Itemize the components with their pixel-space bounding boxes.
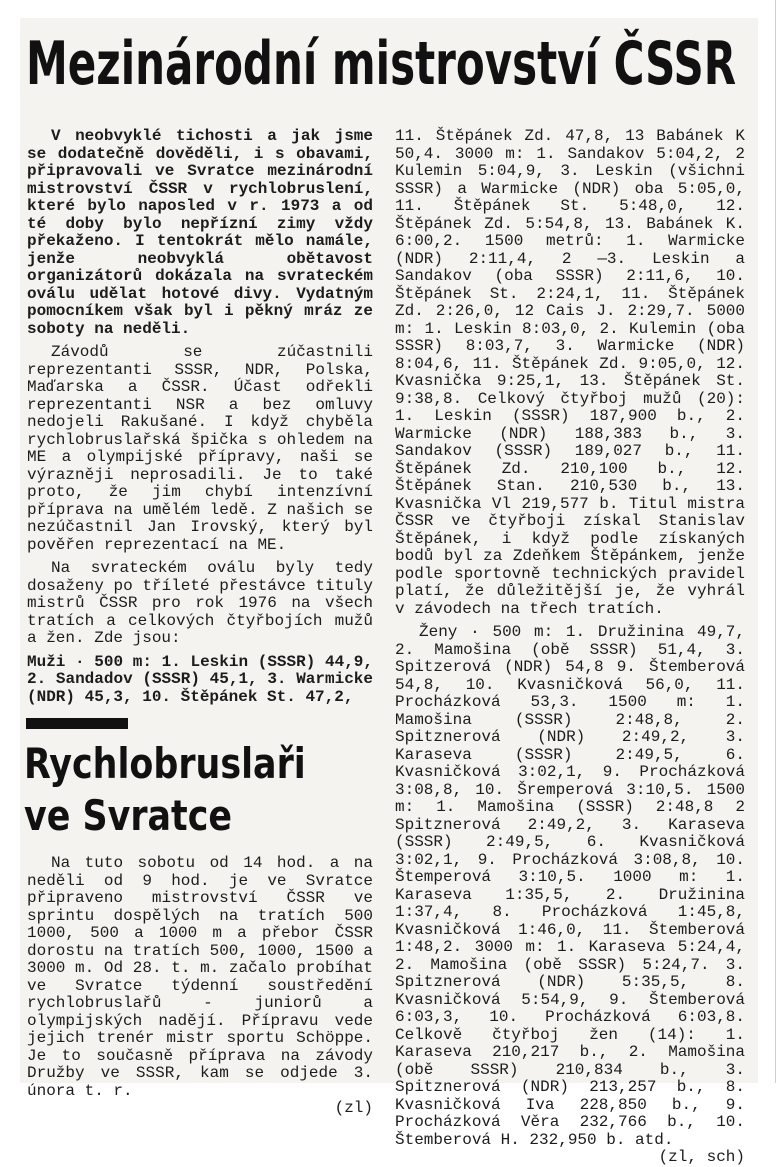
section-divider-bar <box>26 718 128 729</box>
women-results: Ženy · 500 m: 1. Družinina 49,7, 2. Mamošina (obě SSSR) 51,4, 3. Spitzerová (NDR) 54,8 9. Štemberová 54,8, 10. Kvasničková 56,0, 11. Procházková 53,3. 1500 m: 1. Mamošina (SSSR) 2:48,8, 2. Spitznerová (NDR) 2:49,2, 3. Karaseva (SSSR) 2:49,5, 6. Kvasničková 3:02,1, 9. Procházková 3:08,8, 10. Šremperová 3:10,5. 1500 m: 1. Mamošina (SSSR) 2:48,8 2 Spitznerová 2:49,2, 3. Karaseva (SSSR) 2:49,5, 6. Kvasničková 3:02,1, 9. Procházková 3:08,8, 10. Štemperová 3:10,5. 1000 m: 1. Karaseva 1:35,5, 2. Družinina 1:37,4, 8. Procházková 1:45,8, Kvasničková 1:46,0, 11. Štemberová 1:48,2. 3000 m: 1. Karaseva 5:24,4, 2. Mamošina (obě SSSR) 5:24,7. 3. Spitznerová (NDR) 5:35,5, 8. Kvasničková 5:54,9, 9. Štemberová 6:03,3, 10. Procházková 6:03,8. Celkově čtyřboj žen (14): 1. Karaseva 210,217 b., 2. Mamošina (obě SSSR) 210,834 b., 3. Spitznerová (NDR) 213,257 b., 8. Kvasničková Iva 228,850 b., 9. Procházková Věra 232,766 b., 10. Štemberová H. 232,950 b. atd. <box>395 623 745 1149</box>
men-results-continued: 11. Štěpánek Zd. 47,8, 13 Babánek K 50,4. 3000 m: 1. Sandakov 5:04,2, 2 Kulemin 5:04,9, 3. Leskin (všichni SSSR) a Warmicke (NDR) oba 5:05,0, 11. Štěpánek St. 5:48,0, 12. Štěpánek Zd. 5:54,8, 13. Babánek K. 6:00,2. 1500 metrů: 1. Warmicke (NDR) 2:11,4, 2 —3. Leskin a Sandakov (oba SSSR) 2:11,6, 10. Štěpánek St. 2:24,1, 11. Štěpánek Zd. 2:26,0, 12 Cais J. 2:29,7. 5000 m: 1. Leskin 8:03,0, 2. Kulemin (oba SSSR) 8:03,7, 3. Warmicke (NDR) 8:04,6, 11. Štěpánek Zd. 9:05,0, 12. Kvasnička 9:25,1, 13. Štěpánek St. 9:38,8. Celkový čtyřboj mužů (20): 1. Leskin (SSSR) 187,900 b., 2. Warmicke (NDR) 188,383 b., 3. Sandakov (SSSR) 189,027 b., 11. Štěpánek Zd. 210,100 b., 12. Štěpánek Stan. 210,530 b., 13. Kvasnička Vl 219,577 b. Titul mistra ČSSR ve čtyřboji získal Stanislav Štěpánek, i když podle získaných bodů byl za Zdeňkem Štěpánkem, jenže podle sportovně technických pravidel platí, že důležitější je, že vyhrál v závodech na třech tratích. <box>395 127 745 618</box>
left-column <box>27 128 373 706</box>
men-results-start: Muži · 500 m: 1. Leskin (SSSR) 44,9, 2. Sandadov (SSSR) 45,1, 3. Warmicke (NDR) 45,3, 10. Štěpánek St. 47,2, <box>27 652 373 706</box>
page-edge <box>775 0 776 1083</box>
second-headline-line-2: ve Svratce <box>24 791 233 840</box>
article-paragraph-2: Závodů se zúčastnili reprezentanti SSSR, NDR, Polska, Maďarska a ČSSR. Účast odřekli reprezentanti NSR a bez omluvy nedojeli Rakušané. I když chyběla rychlobruslařská špička s ohledem na ME a olympijské přípravy, naši se výrazněji neprosadili. Je to také proto, že jim chybí intenzívní příprava na umělém ledě. Z našich se nezúčastnil Jan Irovský, který byl pověřen reprezentací na ME. <box>27 343 373 554</box>
main-article-byline: (zl, sch) <box>658 1148 745 1166</box>
article-headline: Mezinárodní mistrovství ČSSR <box>26 29 737 99</box>
second-article-text: Na tuto sobotu od 14 hod. a na neděli od 9 hod. je ve Svratce připraveno mistrovství ČSSR ve sprintu dospělých na tratích 500 1000, 500 a 1000 m a přebor ČSSR dorostu na tratích 500, 1000, 1500 a 3000 m. Od 28. t. m. začalo probíhat ve Svratce týdenní soustředění rychlobruslařů - juniorů a olympijských nadějí. Přípravu vede jejich trenér mistr sportu Schöppe. Je to současně příprava na závody Družby ve SSSR, kam se odjede 3. února t. r. <box>27 854 373 1100</box>
second-article-column <box>27 855 373 1118</box>
second-headline-line-1: Rychlobruslaři <box>24 739 306 788</box>
article-paragraph-3: Na svrateckém oválu byly tedy dosaženy po tříleté přestávce tituly mistrů ČSSR pro rok 1976 na všech tratích a celkových čtyřbojích mužů a žen. Zde jsou: <box>27 559 373 647</box>
second-article-headline <box>24 738 306 842</box>
article-intro: V neobvyklé tichosti a jak jsme se dodatečně dověděli, i s obavami, připravovali ve Svratce mezinárodní mistrovství ČSSR v rychlobruslení, které bylo naposled v r. 1973 a od té doby bylo nepřízní zimy vždy překaženo. I tentokrát mělo namále, jenže neobvyklá obětavost organizátorů dokázala na svrateckém oválu udělat hotové divy. Vydatným pomocníkem však byl i pěkný mráz ze soboty na neděli. <box>27 127 373 338</box>
second-article-byline: (zl) <box>334 1099 373 1117</box>
right-column <box>395 128 745 1167</box>
